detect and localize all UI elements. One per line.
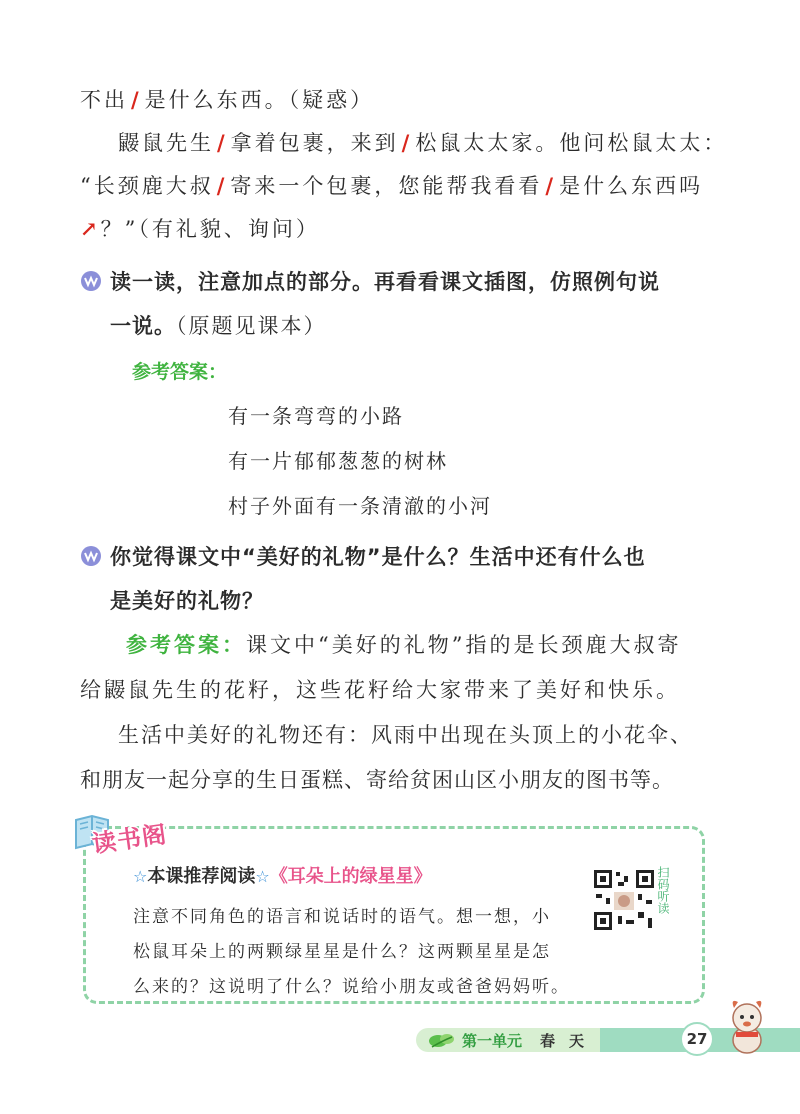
example-sentence-2: 有一片郁郁葱葱的树林 <box>228 449 448 473</box>
mascot-icon <box>722 996 772 1056</box>
answer-text: 课文中“美好的礼物”指的是长颈鹿大叔寄 <box>246 633 682 657</box>
passage-line-3 <box>80 170 703 200</box>
passage-line-4 <box>80 213 320 243</box>
pause-mark: / <box>401 130 413 155</box>
reading-heading <box>133 862 432 888</box>
question-bullet-icon <box>80 545 102 567</box>
answer-2-extra-line-1: 生活中美好的礼物还有：风雨中出现在头顶上的小花伞、 <box>118 723 693 747</box>
reading-corner-tag: 读书阁 <box>90 820 169 859</box>
question-1-line-2 <box>110 310 327 340</box>
leaf-icon <box>428 1027 456 1053</box>
reading-text-line-2: 松鼠耳朵上的两颗绿星星是什么？这两颗星星是怎 <box>133 942 551 962</box>
text-segment: 是什么东西。 <box>144 88 289 112</box>
question-1-line-1: 读一读，注意加点的部分。再看看课文插图，仿照例句说 <box>110 270 660 294</box>
answer-2-line-1 <box>126 629 681 659</box>
pause-mark: / <box>217 130 228 155</box>
reading-text-line-1: 注意不同角色的语言和说话时的语气。想一想，小 <box>133 907 551 927</box>
pause-mark: / <box>131 87 142 112</box>
question-2-line-1: 你觉得课文中“美好的礼物”是什么？生活中还有什么也 <box>110 545 646 569</box>
question-1-note: （原题见课本） <box>176 314 327 338</box>
answer-label: 参考答案： <box>126 633 246 657</box>
text-segment: 是什么东西吗 <box>559 174 704 198</box>
unit-label: 第一单元 <box>462 1032 523 1050</box>
passage-line-1 <box>80 84 374 114</box>
pause-mark: / <box>216 173 228 198</box>
reading-text-line-3: 么来的？这说明了什么？说给小朋友或爸爸妈妈听。 <box>133 977 570 997</box>
text-segment: 鼹鼠先生 <box>118 131 214 155</box>
question-2-line-2: 是美好的礼物？ <box>110 589 264 613</box>
text-segment: “长颈鹿大叔 <box>80 174 214 198</box>
text-segment: 松鼠太太家。他问松鼠太太： <box>415 131 728 155</box>
rising-tone-arrow-icon: ↗ <box>80 216 101 241</box>
example-sentence-1: 有一条弯弯的小路 <box>228 404 404 428</box>
text-segment: ？” <box>100 217 139 241</box>
tone-note: （有礼貌、询问） <box>138 217 320 241</box>
reading-heading-label: 本课推荐阅读 <box>147 866 256 887</box>
passage-line-2 <box>118 127 727 157</box>
page-number: 27 <box>680 1022 714 1056</box>
example-sentence-3: 村子外面有一条清澈的小河 <box>228 494 492 518</box>
answer-2-extra-line-2: 和朋友一起分享的生日蛋糕、寄给贫困山区小朋友的图书等。 <box>80 768 674 792</box>
answer-label: 参考答案： <box>132 361 228 383</box>
book-title: 《耳朵上的绿星星》 <box>269 866 432 887</box>
question-1-text: 一说。 <box>110 314 176 338</box>
star-icon: ☆ <box>133 867 148 886</box>
text-segment: 拿着包裹，来到 <box>230 131 399 155</box>
text-segment: 寄来一个包裹，您能帮我看看 <box>230 174 543 198</box>
tone-note: （疑惑） <box>288 88 375 112</box>
pause-mark: / <box>545 173 557 198</box>
text-segment: 不出 <box>80 88 128 112</box>
qr-code-icon[interactable] <box>592 868 656 932</box>
star-icon: ☆ <box>255 867 270 886</box>
answer-2-line-2: 给鼹鼠先生的花籽，这些花籽给大家带来了美好和快乐。 <box>80 678 680 702</box>
lesson-title: 春天 <box>540 1032 599 1050</box>
scan-to-listen-label: 扫码听读 <box>656 866 670 914</box>
question-bullet-icon <box>80 270 102 292</box>
